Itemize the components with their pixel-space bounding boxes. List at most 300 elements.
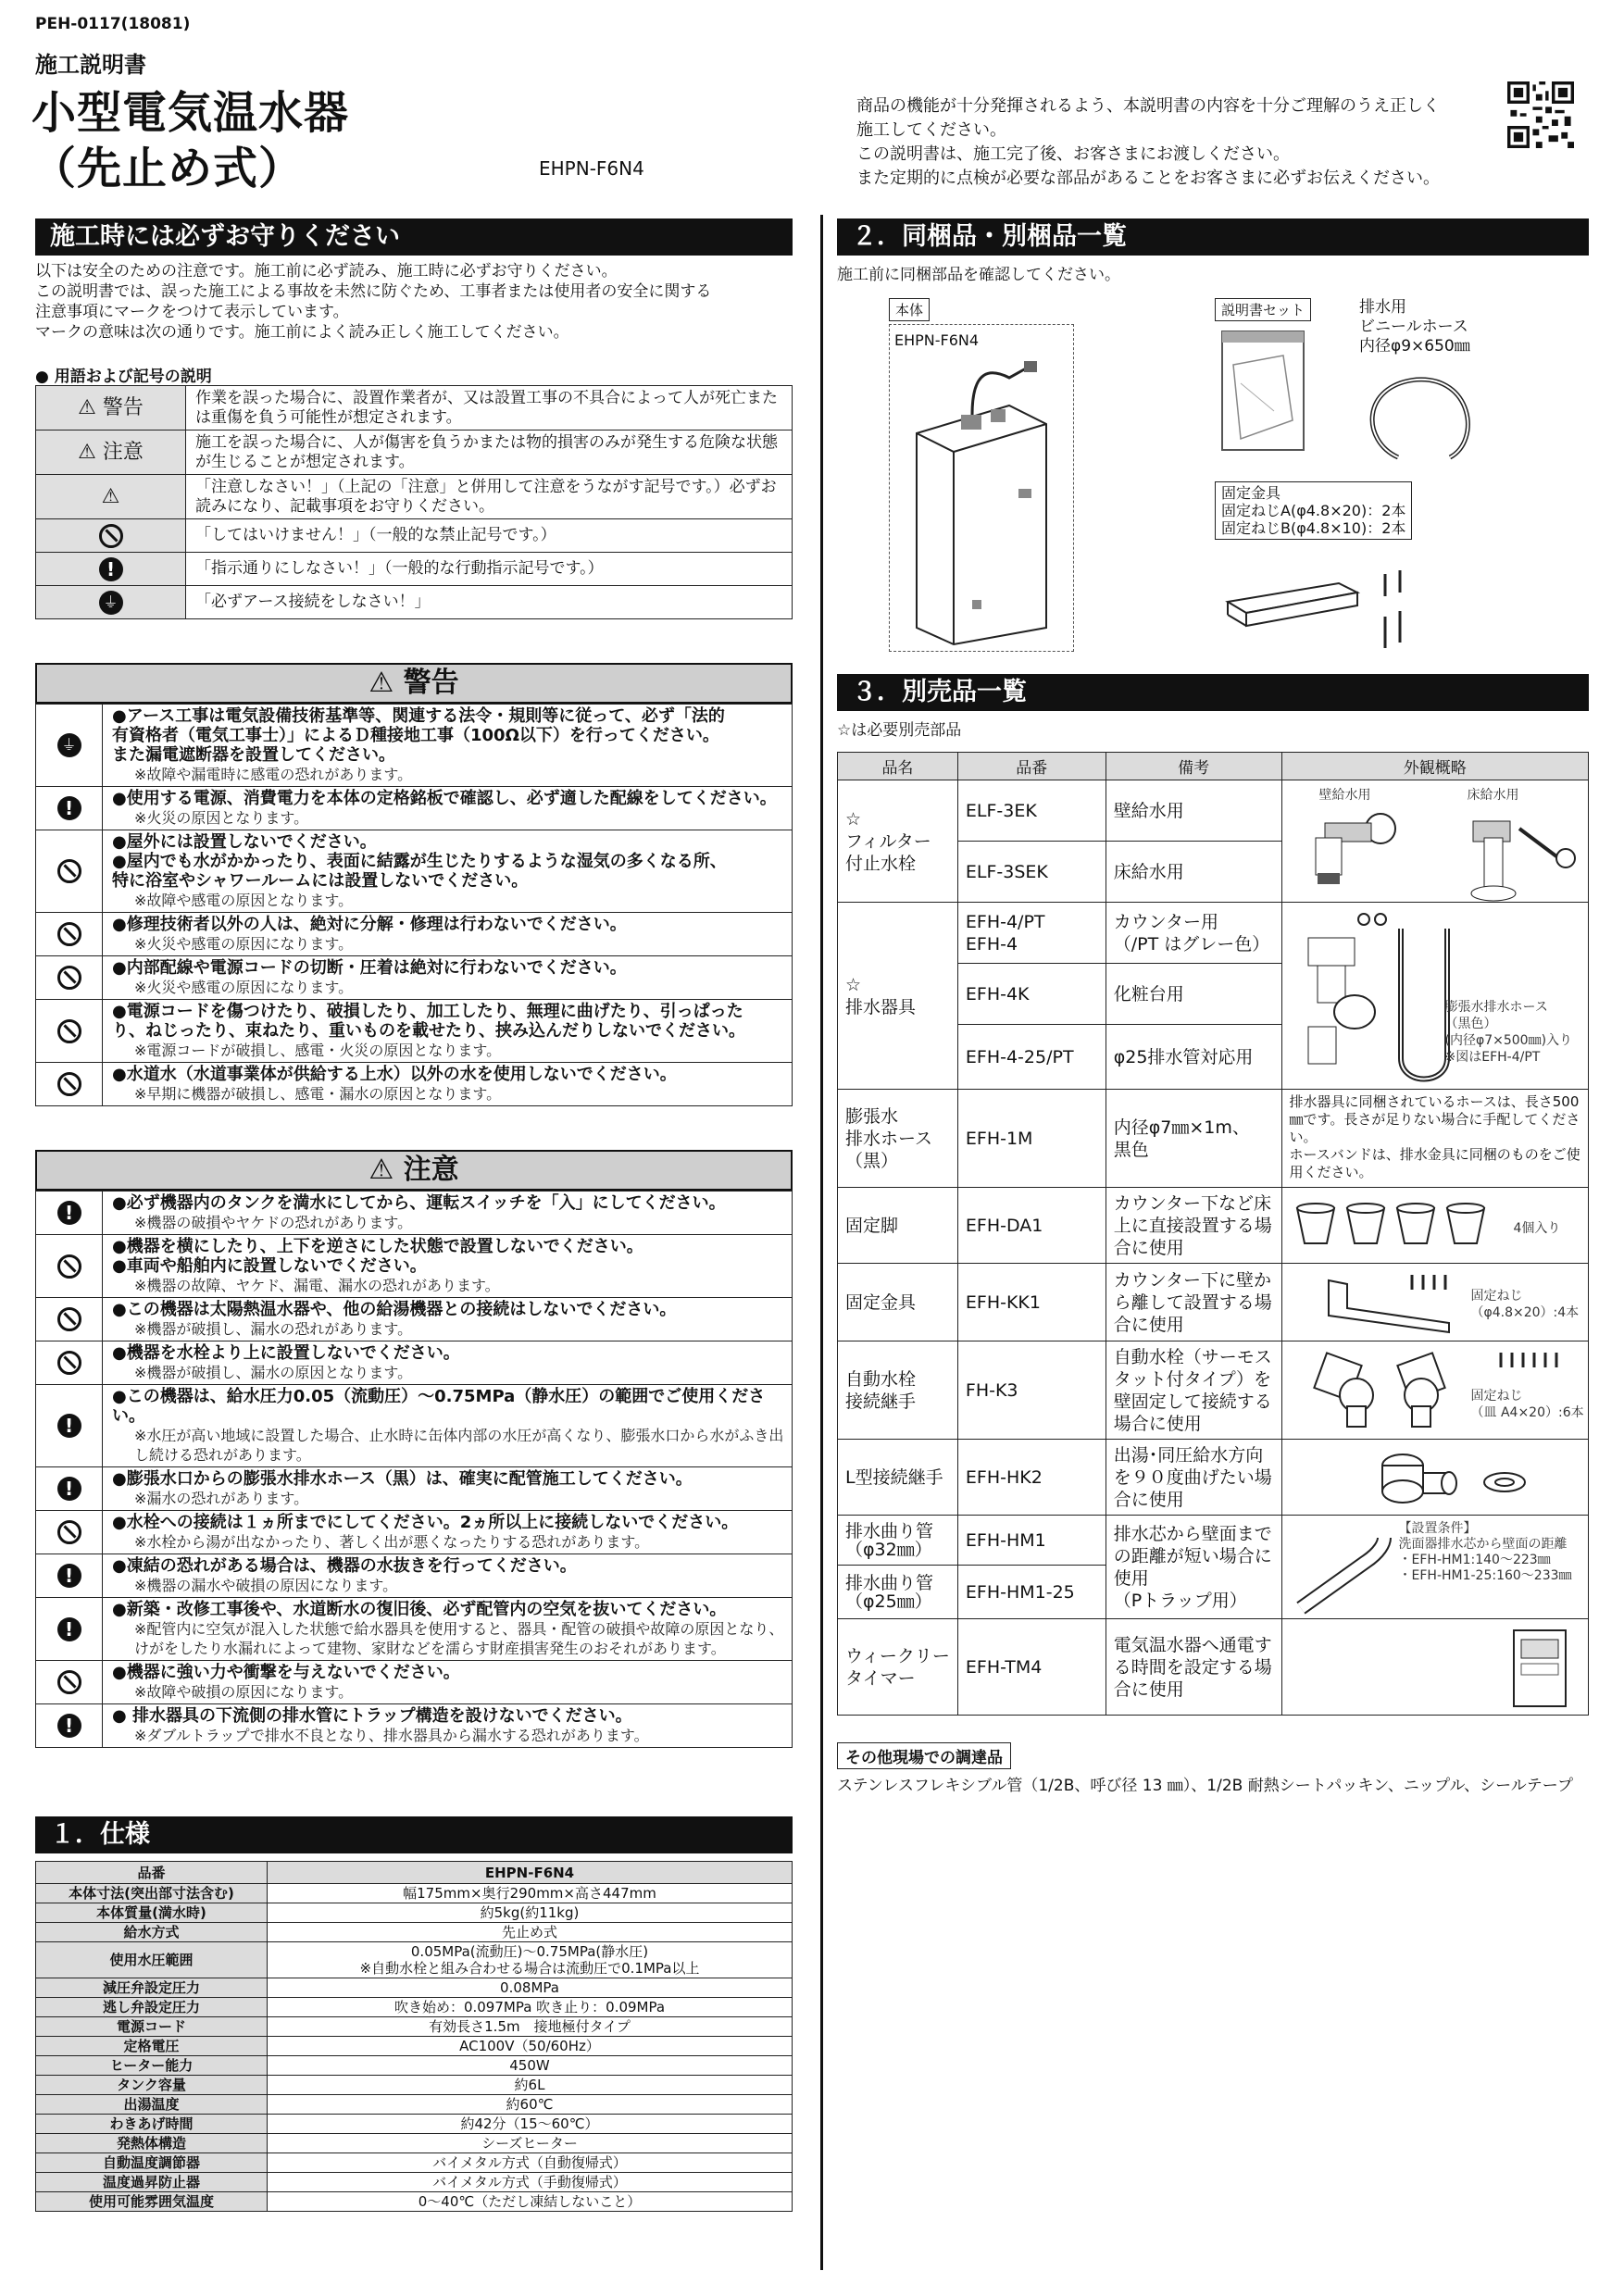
spec-key: 定格電圧 [36, 2037, 268, 2056]
spec-value [268, 1978, 793, 1998]
img-label: (内径φ7×500㎜)入り [1444, 1033, 1573, 1048]
spec-value [268, 2173, 793, 2192]
spec-row [36, 1903, 793, 1923]
terms-text: 「注意しなさい！」（上記の「注意」と併用して注意をうながす記号です。）必ずお読みになり、記載事項をお守りください。 [186, 475, 793, 519]
spec-header-key: 品番 [36, 1862, 268, 1884]
safety-item-row [36, 1511, 793, 1554]
product-code: ELF-3SEK [957, 842, 1106, 903]
spec-key: 給水方式 [36, 1923, 268, 1942]
product-note: カウンター下など床上に直接設置する場合に使用 [1106, 1188, 1281, 1264]
img-label: 固定ねじ [1470, 1389, 1523, 1404]
caution-table [35, 1191, 793, 1748]
safety-intro [35, 261, 804, 343]
spec-row [36, 2037, 793, 2056]
safety-item-note: ※水圧が高い地域に設置した場合、止水時に缶体内部の水圧が高くなり、膨張水口から水がふき出し続ける恐れがあります。 [134, 1427, 784, 1464]
safety-icon-cell [36, 787, 103, 830]
safety-intro-line: マークの意味は次の通りです。施工前によく読み正しく施工してください。 [35, 323, 569, 342]
l-joint-image [1281, 1440, 1588, 1516]
terms-row [36, 519, 793, 553]
product-note: 排水芯から壁面までの距離が短い場合に使用 （Pトラップ用） [1106, 1516, 1281, 1619]
options-heading: ３．別売品一覧 [837, 674, 1589, 711]
options-table [837, 752, 1589, 1716]
fixing-parts-line: 固定金具 [1221, 484, 1281, 502]
safety-item-text: ●この機器は、給水圧力0.05（流動圧）～0.75MPa（静水圧）の範囲でご使用ください。 [112, 1387, 766, 1426]
product-name: 排水曲り管 （φ25㎜） [838, 1566, 958, 1619]
product-name: L型接続継手 [838, 1440, 958, 1516]
product-name: 膨張水 排水ホース （黒） [838, 1090, 958, 1188]
spec-value [268, 1903, 793, 1923]
safety-text-cell [103, 1598, 793, 1661]
safety-icon-cell [36, 1554, 103, 1598]
spec-heading: １．仕様 [35, 1816, 793, 1853]
doc-code: PEH-0117(18081) [35, 15, 191, 33]
options-row [838, 1516, 1589, 1566]
safety-text-cell [103, 1385, 793, 1467]
spec-row [36, 2017, 793, 2037]
safety-icon-cell [36, 1341, 103, 1385]
product-code: EFH-4-25/PT [957, 1025, 1106, 1090]
img-label: 床給水用 [1467, 788, 1519, 803]
intro-line: 商品の機能が十分発揮されるよう、本説明書の内容を十分ご理解のうえ正しく [856, 96, 1440, 116]
spec-value [268, 2095, 793, 2115]
product-name: ウィークリー タイマー [838, 1619, 958, 1716]
spec-value-text: 幅175mm×奥行290mm×高さ447mm [403, 1885, 656, 1902]
spec-value [268, 1884, 793, 1903]
safety-intro-line: 以下は安全のための注意です。施工前に必ず読み、施工時に必ずお守りください。 [35, 262, 618, 281]
drain-fitting-image [1281, 903, 1588, 1090]
spec-row [36, 2056, 793, 2076]
options-header: 外観概略 [1281, 753, 1588, 780]
safety-item-row [36, 1341, 793, 1385]
safety-text-cell [103, 913, 793, 956]
spec-value [268, 1942, 793, 1978]
spec-value [268, 2153, 793, 2173]
safety-icon-cell [36, 1063, 103, 1106]
safety-item-note: ※故障や感電の原因となります。 [134, 892, 354, 909]
spec-value-text: 0.05MPa(流動圧)～0.75MPa(静水圧) [410, 1943, 649, 1960]
img-label: ・EFH-HM1-25:160～233㎜ [1398, 1568, 1572, 1583]
product-code: EFH-TM4 [957, 1619, 1106, 1716]
safety-item-note: ※火災や感電の原因になります。 [134, 979, 354, 996]
safety-item-text: ●屋外には設置しないでください。 [112, 832, 377, 852]
install-condition [1399, 1521, 1572, 1584]
options-header: 備考 [1106, 753, 1281, 780]
safety-item-text: ●使用する電源、消費電力を本体の定格銘板で確認し、必ず適した配線をしてください。 [112, 789, 777, 808]
safety-item-note: ※電源コードが破損し、感電・火災の原因となります。 [134, 1042, 502, 1059]
instruction-icon [57, 796, 81, 820]
bundled-intro: 施工前に同梱部品を確認してください。 [837, 266, 1120, 284]
hose-label-line: 排水用 [1359, 298, 1406, 317]
prohibit-icon [57, 1019, 81, 1043]
terms-text: 「してはいけません！」（一般的な禁止記号です。） [186, 519, 793, 553]
img-label: 【設置条件】 [1398, 1521, 1477, 1536]
spec-value [268, 2134, 793, 2153]
img-label: 4個入り [1513, 1221, 1561, 1236]
safety-item-row [36, 1000, 793, 1063]
safety-text-cell [103, 1000, 793, 1063]
safety-item-row [36, 1704, 793, 1748]
product-description: 排水器具に同梱されているホースは、長さ500㎜です。長さが足りない場合に手配してください。 ホースバンドは、排水金具に同梱のものをご使用ください。 [1281, 1090, 1588, 1188]
spec-value-note: ※自動水栓と組み合わせる場合は流動圧で0.1MPa以上 [359, 1960, 700, 1977]
product-name: 固定金具 [838, 1264, 958, 1341]
joint-drawing [1310, 1349, 1468, 1432]
hose-label-line: 内径φ9×650㎜ [1359, 337, 1470, 356]
spec-value-text: 0.08MPa [500, 1979, 559, 1996]
safety-item-text: ●水道水（水道事業体が供給する上水）以外の水を使用しないでください。 [112, 1065, 677, 1084]
safety-item-note: ※故障や漏電時に感電の恐れがあります。 [134, 766, 413, 783]
earth-icon [57, 733, 81, 757]
safety-icon-cell [36, 705, 103, 787]
safety-item-row [36, 1385, 793, 1467]
fixing-parts-line: 固定ねじA(φ4.8×20)：2本 [1221, 502, 1406, 519]
terms-table [35, 385, 793, 619]
safety-icon-cell [36, 1235, 103, 1298]
safety-text-cell [103, 705, 793, 787]
spec-row [36, 2115, 793, 2134]
safety-icon-cell [36, 913, 103, 956]
manual-label: 説明書セット [1215, 298, 1311, 321]
product-code: FH-K3 [957, 1341, 1106, 1440]
manual-bag-drawing [1218, 328, 1311, 457]
safety-item-text: ●膨張水口からの膨張水排水ホース（黒）は、確実に配管施工してください。 [112, 1469, 693, 1489]
model-number: EHPN-F6N4 [539, 157, 644, 180]
safety-item-row [36, 913, 793, 956]
fixing-parts-line: 固定ねじB(φ4.8×10)：2本 [1221, 519, 1406, 537]
drain-hose-caption [1445, 999, 1573, 1066]
spec-value [268, 2017, 793, 2037]
spec-key: 電源コード [36, 2017, 268, 2037]
earth-icon [99, 591, 123, 615]
product-note: 出湯･同圧給水方向を９０度曲げたい場合に使用 [1106, 1440, 1281, 1516]
spec-row [36, 2095, 793, 2115]
filter-valve-image [1281, 780, 1588, 903]
spec-table [35, 1861, 793, 2212]
options-row [838, 1341, 1589, 1440]
spec-row [36, 1923, 793, 1942]
safety-intro-line: この説明書では、誤った施工による事故を未然に防ぐため、工事者または使用者の安全に関する [35, 282, 712, 301]
prohibit-icon [57, 1254, 81, 1279]
safety-text-cell [103, 830, 793, 913]
spec-key: ヒーター能力 [36, 2056, 268, 2076]
safety-icon-cell [36, 1511, 103, 1554]
spec-row [36, 2153, 793, 2173]
safety-item-text: ● 排水器具の下流側の排水管にトラップ構造を設けないでください。 [112, 1706, 632, 1726]
doc-kind: 施工説明書 [35, 52, 146, 78]
spec-key: 減圧弁設定圧力 [36, 1978, 268, 1998]
safety-item-text: ●新築・改修工事後や、水道断水の復旧後、必ず配管内の空気を抜いてください。 [112, 1600, 727, 1619]
instruction-icon [57, 1564, 81, 1588]
doc-title-line2: （先止め式） [31, 143, 305, 194]
safety-icon-cell [36, 1704, 103, 1748]
options-row [838, 903, 1589, 964]
terms-row [36, 386, 793, 430]
body-model: EHPN-F6N4 [894, 331, 980, 349]
product-name: 固定脚 [838, 1188, 958, 1264]
spec-row [36, 2192, 793, 2212]
options-row [838, 1188, 1589, 1264]
safety-icon-cell [36, 1598, 103, 1661]
safety-item-note: ※火災や感電の原因になります。 [134, 935, 354, 953]
safety-item-row [36, 705, 793, 787]
safety-item-note: ※機器が破損し、漏水の恐れがあります。 [134, 1320, 413, 1338]
screws-drawing [1495, 1351, 1569, 1369]
img-label: 壁給水用 [1318, 788, 1371, 803]
spec-row [36, 1998, 793, 2017]
spec-value-text: 約6L [514, 2077, 545, 2093]
bundled-heading: ２．同梱品・別梱品一覧 [837, 218, 1589, 256]
safety-icon-cell [36, 830, 103, 913]
warning-table [35, 704, 793, 1106]
safety-icon-cell [36, 1000, 103, 1063]
spec-key: 出湯温度 [36, 2095, 268, 2115]
safety-item-text: ●修理技術者以外の人は、絶対に分解・修理は行わないでください。 [112, 915, 627, 934]
caution-heading: ⚠ 注意 [35, 1150, 793, 1191]
spec-value-text: 吹き始め：0.097MPa 吹き止り：0.09MPa [394, 1999, 666, 2015]
bracket-drawing [1218, 565, 1431, 657]
safety-item-note: ※機器の破損やヤケドの恐れがあります。 [134, 1214, 413, 1231]
options-header: 品番 [957, 753, 1106, 780]
spec-row [36, 2076, 793, 2095]
spec-value-text: 有効長さ1.5m 接地極付タイプ [429, 2018, 631, 2035]
spec-value [268, 2056, 793, 2076]
prohibit-icon [99, 524, 123, 548]
bracket-option-drawing [1319, 1271, 1458, 1336]
terms-row [36, 430, 793, 475]
safety-item-note: ※故障や破損の原因になります。 [134, 1683, 354, 1701]
product-name: ☆ 排水器具 [838, 903, 958, 1090]
safety-item-text: ●凍結の恐れがある場合は、機器の水抜きを行ってください。 [112, 1556, 577, 1576]
product-note: φ25排水管対応用 [1106, 1025, 1281, 1090]
prohibit-icon [57, 1670, 81, 1694]
safety-text-cell [103, 787, 793, 830]
terms-row [36, 475, 793, 519]
safety-item-row [36, 1063, 793, 1106]
terms-symbol-cell [36, 553, 186, 586]
product-note: 壁給水用 [1106, 780, 1281, 842]
terms-text: 施工を誤った場合に、人が傷害を負うかまたは物的損害のみが発生する危険な状態が生じることが想定されます。 [186, 430, 793, 475]
terms-symbol-cell [36, 586, 186, 619]
safety-item-text: ●屋内でも水がかかったり、表面に結露が生じたりするような湿気の多くなる所、 [112, 852, 727, 871]
terms-title: ● 用語および記号の説明 [35, 368, 212, 386]
water-heater-drawing [907, 350, 1065, 646]
screws-caption [1471, 1388, 1584, 1421]
safety-text-cell [103, 1661, 793, 1704]
product-note: 電気温水器へ通電する時間を設定する場合に使用 [1106, 1619, 1281, 1716]
safety-item-row [36, 1192, 793, 1235]
safety-item-note: ※水栓から湯が出なかったり、著しく出が悪くなったりする恐れがあります。 [134, 1533, 650, 1551]
doc-title [31, 85, 349, 196]
spec-row [36, 1978, 793, 1998]
img-label: 洗面器排水芯から壁面の距離 [1398, 1537, 1568, 1552]
safety-item-text: ●機器に強い力や衝撃を与えないでください。 [112, 1663, 460, 1682]
safety-item-text: ●機器を横にしたり、上下を逆さにした状態で設置しないでください。 [112, 1237, 643, 1256]
other-parts-title: その他現場での調達品 [837, 1742, 1011, 1769]
product-note: 自動水栓（サーモスタット付タイプ）を壁固定して接続する場合に使用 [1106, 1341, 1281, 1440]
safety-text-cell [103, 1192, 793, 1235]
img-label: ・EFH-HM1:140～223㎜ [1398, 1553, 1551, 1567]
intro-line: この説明書は、施工完了後、お客さまにお渡しください。 [856, 144, 1290, 164]
spec-value-text: バイメタル方式（手動復帰式） [432, 2174, 627, 2190]
safety-item-row [36, 1467, 793, 1511]
drain-pipe-drawing [1292, 1534, 1393, 1617]
safety-item-note: ※火災の原因となります。 [134, 809, 309, 827]
terms-row [36, 553, 793, 586]
spec-value [268, 1998, 793, 2017]
terms-text: 「指示通りにしなさい！」（一般的な行動指示記号です。） [186, 553, 793, 586]
spec-key: 本体質量(満水時) [36, 1903, 268, 1923]
attention-symbol: ⚠ [36, 475, 186, 519]
spec-value-text: 約5kg(約11kg) [480, 1904, 580, 1921]
instruction-icon [57, 1617, 81, 1641]
safety-item-note: ※配管内に空気が混入した状態で給水器具を使用すると、器具・配管の破損や故障の原因となり、けがをしたり水漏れによって建物、家財などを濡らす財産損害発生のおそれがあります。 [134, 1620, 784, 1657]
spec-value-text: 約42分（15～60℃） [460, 2115, 599, 2132]
safety-item-note: ※機器が破損し、漏水の原因となります。 [134, 1364, 413, 1381]
product-code: EFH-HK2 [957, 1440, 1106, 1516]
product-name: 排水曲り管 （φ32㎜） [838, 1516, 958, 1566]
safety-item-row [36, 1554, 793, 1598]
prohibit-icon [57, 1351, 81, 1375]
spec-row [36, 2173, 793, 2192]
body-label: 本体 [889, 298, 930, 321]
safety-item-note: ※機器の漏水や破損の原因になります。 [134, 1577, 398, 1594]
options-header-row [838, 753, 1589, 780]
spec-value-text: バイメタル方式（自動復帰式） [432, 2154, 627, 2171]
spec-header-row [36, 1862, 793, 1884]
safety-icon-cell [36, 956, 103, 1000]
img-label: （φ4.8×20）:4本 [1470, 1305, 1580, 1320]
spec-value-text: 先止め式 [501, 1924, 557, 1940]
img-label: （黒色） [1444, 1017, 1497, 1031]
product-note: 床給水用 [1106, 842, 1281, 903]
product-note: カウンター下に壁から離して設置する場合に使用 [1106, 1264, 1281, 1341]
spec-key: 本体寸法(突出部寸法含む) [36, 1884, 268, 1903]
safety-icon-cell [36, 1467, 103, 1511]
safety-text-cell [103, 1298, 793, 1341]
warning-heading: ⚠ 警告 [35, 663, 793, 704]
filter-valve-drawing [1288, 801, 1584, 903]
product-code: EFH-DA1 [957, 1188, 1106, 1264]
img-label: ※図はEFH-4/PT [1444, 1050, 1541, 1065]
intro-text [856, 94, 1505, 191]
qr-code-icon[interactable] [1507, 81, 1574, 148]
prohibit-icon [57, 922, 81, 946]
safety-icon-cell [36, 1385, 103, 1467]
spec-value [268, 2037, 793, 2056]
column-divider [820, 215, 823, 2270]
options-row [838, 1090, 1589, 1188]
safety-text-cell [103, 1511, 793, 1554]
spec-key: 使用可能雰囲気温度 [36, 2192, 268, 2212]
safety-item-note: ※機器の故障、ヤケド、漏電、漏水の恐れがあります。 [134, 1277, 500, 1294]
safety-icon-cell [36, 1661, 103, 1704]
options-row [838, 780, 1589, 842]
doc-title-line1: 小型電気温水器 [31, 87, 350, 139]
instruction-icon [57, 1714, 81, 1738]
terms-text: 作業を誤った場合に、設置作業者が、又は設置工事の不具合によって人が死亡または重傷を負う可能性が想定されます。 [186, 386, 793, 430]
safety-item-text: ●電源コードを傷つけたり、破損したり、加工したり、無理に曲げたり、引っぱった [112, 1002, 743, 1021]
safety-item-text: 特に浴室やシャワールームには設置しないでください。 [112, 871, 529, 891]
safety-text-cell [103, 1341, 793, 1385]
legs-drawing [1292, 1199, 1495, 1254]
prohibit-icon [57, 1520, 81, 1544]
safety-item-row [36, 787, 793, 830]
safety-icon-cell [36, 1298, 103, 1341]
product-note: 化粧台用 [1106, 964, 1281, 1025]
timer-image [1281, 1619, 1588, 1716]
safety-item-text: また漏電遮断器を設置してください。 [112, 745, 395, 765]
spec-value-text: AC100V（50/60Hz） [459, 2038, 600, 2054]
spec-value-text: 約60℃ [506, 2096, 554, 2113]
product-code: ELF-3EK [957, 780, 1106, 842]
intro-line: 施工してください。 [856, 120, 1006, 140]
safety-text-cell [103, 1235, 793, 1298]
product-code: EFH-4/PT EFH-4 [957, 903, 1106, 964]
other-parts-text: ステンレスフレキシブル管（1/2B、呼び径 13 ㎜）、1/2B 耐熱シートパッキン、ニップル、シールテープ [837, 1777, 1573, 1795]
spec-key: わきあげ時間 [36, 2115, 268, 2134]
hose-label-line: ビニールホース [1359, 318, 1468, 336]
img-label: （皿 A4×20）:6本 [1470, 1405, 1584, 1420]
product-code: EFH-4K [957, 964, 1106, 1025]
product-name: 自動水栓 接続継手 [838, 1341, 958, 1440]
img-label: 膨張水排水ホース [1444, 1000, 1548, 1015]
safety-item-row [36, 1598, 793, 1661]
product-code: EFH-HM1-25 [957, 1566, 1106, 1619]
instruction-icon [57, 1477, 81, 1501]
spec-key: 逃し弁設定圧力 [36, 1998, 268, 2017]
safety-item-note: ※ダブルトラップで排水不良となり、排水器具から漏水する恐れがあります。 [134, 1727, 649, 1744]
spec-value-text: シーズヒーター [481, 2135, 578, 2152]
drain-pipe-image [1281, 1516, 1588, 1619]
bracket-image [1281, 1264, 1588, 1341]
spec-value-text: 0～40℃（ただし凍結しないこと） [418, 2193, 642, 2210]
product-note: 内径φ7㎜×1m、 黒色 [1106, 1090, 1281, 1188]
safety-item-row [36, 956, 793, 1000]
safety-item-text: り、ねじったり、束ねたり、重いものを載せたり、挟み込んだりしないでください。 [112, 1021, 745, 1041]
product-note: カウンター用 （/PT はグレー色） [1106, 903, 1281, 964]
instruction-icon [99, 557, 123, 581]
screws-caption [1471, 1288, 1580, 1321]
safety-item-text: ●必ず機器内のタンクを満水にしてから、運転スイッチを「入」にしてください。 [112, 1193, 726, 1213]
prohibit-icon [57, 1072, 81, 1096]
options-row [838, 1619, 1589, 1716]
spec-value [268, 2192, 793, 2212]
spec-row [36, 1942, 793, 1978]
spec-key: 使用水圧範囲 [36, 1942, 268, 1978]
prohibit-icon [57, 859, 81, 883]
caution-symbol: ⚠ 注意 [36, 430, 186, 475]
spec-key: 温度過昇防止器 [36, 2173, 268, 2192]
safety-text-cell [103, 1467, 793, 1511]
safety-item-text: 有資格者（電気工事士）」によるＤ種接地工事（100Ω以下）を行ってください。 [112, 726, 719, 745]
warning-symbol: ⚠ 警告 [36, 386, 186, 430]
joint-image [1281, 1341, 1588, 1440]
safety-item-text: ●アース工事は電気設備技術基準等、関連する法令・規則等に従って、必ず「法的 [112, 706, 725, 726]
spec-value [268, 2076, 793, 2095]
hose-label [1359, 298, 1470, 356]
options-note: ☆は必要別売部品 [837, 721, 962, 740]
options-row [838, 1264, 1589, 1341]
prohibit-icon [57, 966, 81, 990]
spec-value [268, 1923, 793, 1942]
safety-text-cell [103, 1063, 793, 1106]
terms-row [36, 586, 793, 619]
safety-item-text: ●機器を水栓より上に設置しないでください。 [112, 1343, 460, 1363]
product-code: EFH-1M [957, 1090, 1106, 1188]
safety-item-text: ●車両や船舶内に設置しないでください。 [112, 1256, 427, 1276]
terms-text: 「必ずアース接続をしなさい！」 [186, 586, 793, 619]
instruction-icon [57, 1201, 81, 1225]
safety-item-text: ●内部配線や電源コードの切断・圧着は絶対に行わないでください。 [112, 958, 627, 978]
